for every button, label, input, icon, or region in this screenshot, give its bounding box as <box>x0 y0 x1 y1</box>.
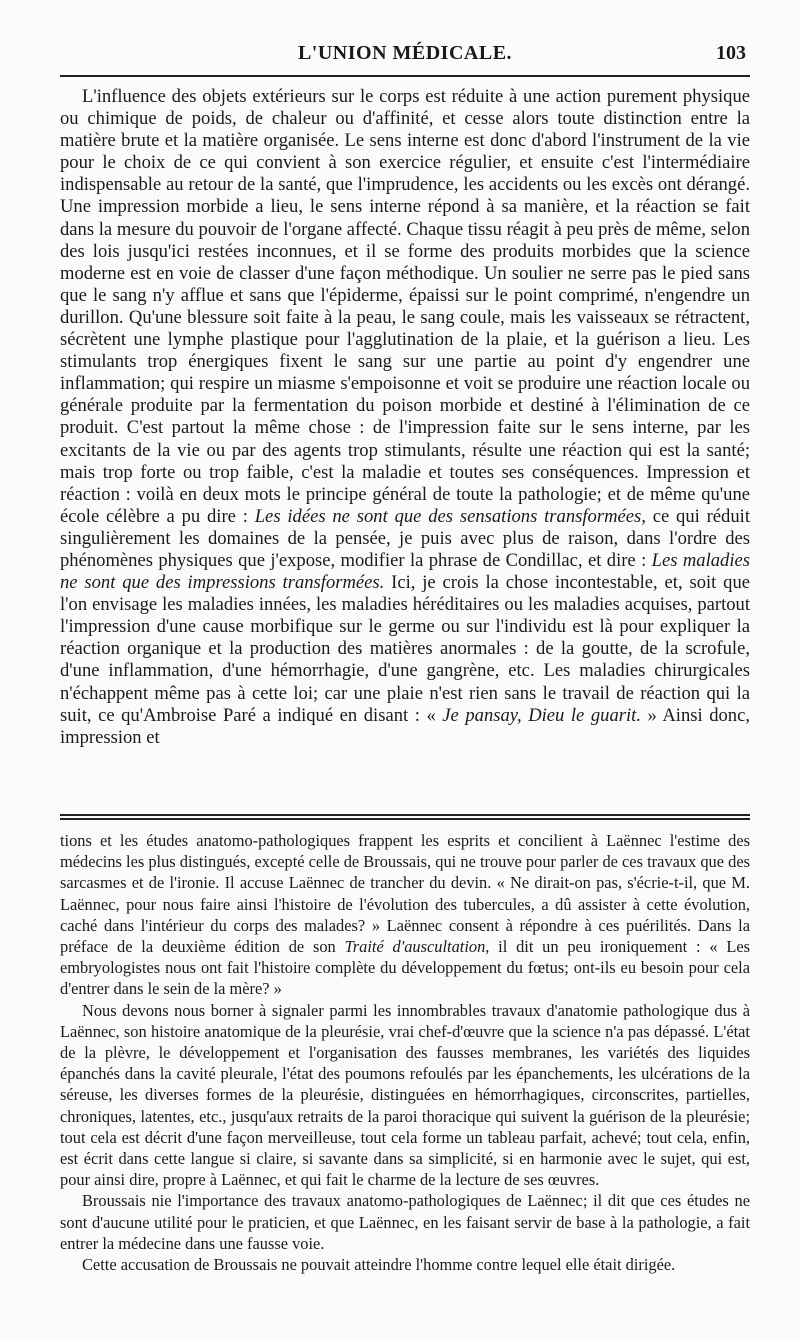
footnote-paragraph: Cette accusation de Broussais ne pouvait atteindre l'homme contre lequel elle était dirigée. <box>82 1255 676 1275</box>
running-head <box>60 38 750 64</box>
footnote-paragraph: Broussais nie l'importance des travaux anatomo-pathologiques de Laënnec; il dit que ces études ne sont d'aucune utilité pour le praticien, et que Laënnec, en les faisant servir de base à la pathologie, a fait entrer la médecine dans une fausse voie. <box>60 1191 750 1253</box>
italic-quote-condillac: Les idées ne sont que des sensations transformées, <box>254 505 646 527</box>
main-text-run: L'influence des objets extérieurs sur le corps est réduite à une action purement physique ou chimique de poids, de chaleur ou d'affinité, et cesse alors toute distinction entre la matière brute et la matière organisée. Le sens interne est donc d'abord l'instrument de la vie pour le choix de ce qui convient à son exercice régulier, et ensuite c'est l'intermédiaire indispensable au retour de la santé, que l'imprudence, les accidents ou les excès ont dérangé. Une impression morbide a lieu, le sens interne répond à sa manière, et la réaction se fait dans la mesure du pouvoir de l'organe affecté. Chaque tissu réagit à peu près de même, selon des lois jusqu'ici restées inconnues, et il se forme des produits morbides que la science moderne est en voie de classer d'une façon méthodique. Un soulier ne serre pas le pied sans que le sang n'y afflue et sans que l'épiderme, épaissi sur le point comprimé, n'engendre un durillon. Qu'une blessure soit faite à la peau, le sang coule, mais les vaisseaux se rétractent, sécrètent une lymphe plastique pour l'agglutination de la plaie, et la guérison a lieu. Les stimulants trop énergiques fixent le sang sur une partie au point d'y engendrer une inflammation; qui respire un miasme s'empoisonne et voit se produire une réaction locale ou générale produite par la fermentation du poison morbide et destiné à l'élimination de ce produit. C'est partout la même chose : de l'impression faite sur le sens interne, par les excitants de la vie ou par des agents trop stimulants, résulte une réaction qui est la santé; mais trop forte ou trop faible, c'est la maladie et toutes ses conséquences. Impression et réaction : voilà en deux mots le principe général de toute la pathologie; et de même qu'une école célèbre a pu dire : <box>60 86 750 527</box>
header-rule <box>60 75 750 77</box>
main-text-block <box>60 86 750 749</box>
footnote-text-run: il dit un peu ironiquement : « Les embryologistes nous ont fait l'histoire complète du développement du fœtus; ont-ils eu besoin pour cela d'entrer dans le sein de la mère? » <box>60 937 751 999</box>
footnotes-block <box>60 830 750 1275</box>
footnote-paragraph <box>60 830 750 1000</box>
footnote-text-run: tions et les études anatomo-pathologiques frappent les esprits et concilient à Laënnec l'estime des médecins les plus distingués, excepté celle de Broussais, qui ne trouve pour parler de ces travaux que des sarcasmes et de l'ironie. Il accuse Laënnec de trancher du devin. « Ne dirait-on pas, s'écrie-t-il, que M. Laënnec, pour nous faire ainsi l'histoire de l'évolution des tubercules, a dû assister à cette évolution, caché dans l'intérieur du corps des malades? » Laënnec consent à répondre à ces puérilités. Dans la préface de la deuxième édition de son <box>60 831 750 957</box>
italic-book-title: Traité d'auscultation, <box>344 937 490 957</box>
page-number: 103 <box>716 42 746 64</box>
main-text-run: ce qui réduit singulièrement les domaines de la pensée, je puis avec plus de raison, dans l'ordre des phénomènes physiques que j'expose, modifier la phrase de Condillac, et dire : <box>60 505 750 571</box>
italic-quote-pare: Je pansay, Dieu le guarit. <box>442 704 641 726</box>
footnote-separator-rule <box>60 814 750 820</box>
main-paragraph <box>60 86 750 749</box>
italic-quote-maladies: Les maladies ne sont que des impressions transformées. <box>60 549 751 594</box>
footnote-paragraph: Nous devons nous borner à signaler parmi les innombrables travaux d'anatomie pathologique dus à Laënnec, son histoire anatomique de la pleurésie, vrai chef-d'œuvre que la science n'a pas dépassé. L'état de la plèvre, le développement et l'organisation des fausses membranes, les variétés des liquides épanchés dans la cavité pleurale, l'état des poumons refoulés par les épanchements, les ulcérations de la séreuse, les diverses formes de la pleurésie, distinguées en hémorrhagiques, circonscrites, partielles, chroniques, latentes, etc., jusqu'aux retraits de la paroi thoracique qui suivent la guérison de la pleurésie; tout cela est décrit d'une façon merveilleuse, tout cela forme un tableau parfait, achevé; tout cela, enfin, est écrit dans cette langue si claire, si savante dans sa simplicité, si en harmonie avec le sujet, qui est, pour ainsi dire, propre à Laënnec, et qui fait le charme de la lecture de ses œuvres. <box>60 1000 750 1190</box>
main-text-run: Ici, je crois la chose incontestable, et, soit que l'on envisage les maladies innées, les maladies héréditaires ou les maladies acquises, partout l'impression d'une cause morbifique sur le germe ou sur l'individu est là pour expliquer la réaction organique et la production des matières anormales : de la goutte, de la scrofule, d'une inflammation, d'une hémorrhagie, d'une gangrène, etc. Les maladies chirurgicales n'échappent même pas à cette loi; car une plaie n'est rien sans le travail de réaction qui la suit, ce qu'Ambroise Paré a indiqué en disant : « <box>60 572 751 726</box>
main-text-run: » Ainsi donc, impression et <box>60 704 750 748</box>
running-title: L'UNION MÉDICALE. <box>297 42 513 64</box>
